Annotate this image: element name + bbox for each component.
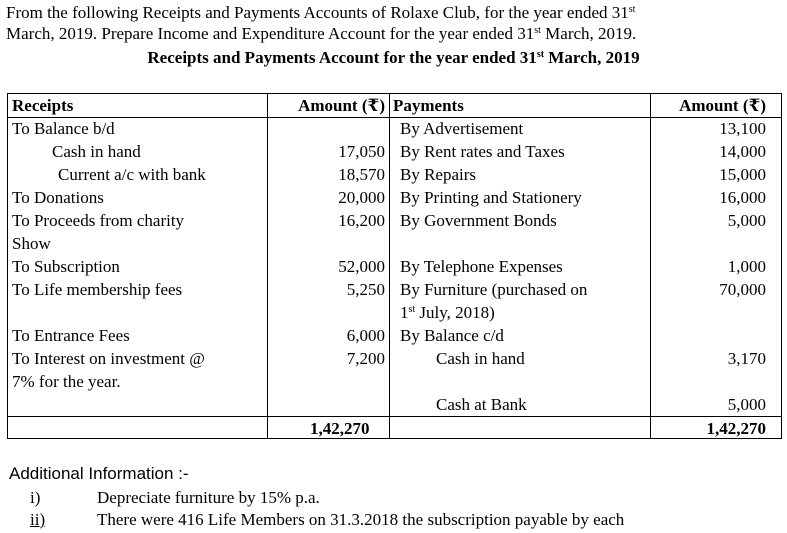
payment-printing: By Printing and Stationery [400,188,582,207]
amt-repairs: 15,000 [719,165,766,184]
note-text: There were 416 Life Members on 31.3.2018 the subscription payable by each [97,510,625,529]
amt-bank: 18,570 [338,165,385,184]
header-amount-left: Amount (₹) [298,96,385,115]
payment-telephone: By Telephone Expenses [400,257,563,276]
payment-furniture-line1: By Furniture (purchased on [400,280,588,299]
amt-advertisement: 13,100 [719,119,766,138]
receipt-interest-line2: 7% for the year. [12,372,121,391]
receipt-bank: Current a/c with bank [58,165,206,184]
receipt-charity-line2: Show [12,234,51,253]
amt-bonds: 5,000 [727,211,766,230]
amt-pay-cash-in-hand: 3,170 [727,349,766,368]
amt-furniture: 70,000 [719,280,766,299]
amt-donations: 20,000 [338,188,385,207]
payment-cash-at-bank: Cash at Bank [436,395,527,414]
note-number: i) [30,488,41,507]
amt-printing: 16,000 [719,188,766,207]
receipts-payments-table [7,93,782,439]
amt-telephone: 1,000 [727,257,766,276]
note-number: ii) [30,510,46,529]
amt-cash-in-hand: 17,050 [338,142,385,161]
payment-cash-in-hand: Cash in hand [436,349,525,368]
payment-rent: By Rent rates and Taxes [400,142,565,161]
receipt-charity-line1: To Proceeds from charity [12,211,185,230]
receipt-entrance: To Entrance Fees [12,326,130,345]
amt-life-fees: 5,250 [346,280,385,299]
receipt-cash-in-hand: Cash in hand [52,142,141,161]
payment-advertisement: By Advertisement [400,119,524,138]
header-receipts: Receipts [12,96,74,115]
receipt-subscription: To Subscription [12,257,120,276]
payment-balance-cd: By Balance c/d [400,326,504,345]
amt-entrance: 6,000 [346,326,385,345]
receipt-interest-line1: To Interest on investment @ [12,349,205,368]
amt-subscription: 52,000 [338,257,385,276]
question-intro: From the following Receipts and Payments Accounts of Rolaxe Club, for the year ended 31st March, 2019. Prepare Income and Expenditure Account for the year ended 31st March, 2019. [6,3,637,43]
additional-info-heading: Additional Information :- [9,464,189,483]
amt-rent: 14,000 [719,142,766,161]
total-receipts: 1,42,270 [310,419,370,438]
total-payments: 1,42,270 [706,419,766,438]
amt-interest: 7,200 [346,349,385,368]
header-amount-right: Amount (₹) [679,96,766,115]
amt-charity: 16,200 [338,211,385,230]
receipt-donations: To Donations [12,188,104,207]
payment-bonds: By Government Bonds [400,211,557,230]
header-payments: Payments [393,96,464,115]
receipt-life-fees: To Life membership fees [12,280,183,299]
receipt-balance-bd: To Balance b/d [12,119,115,138]
note-text: Depreciate furniture by 15% p.a. [97,488,320,507]
payment-repairs: By Repairs [400,165,477,184]
payment-furniture-line2: 1st July, 2018) [400,303,495,322]
account-title: Receipts and Payments Account for the year ended 31st March, 2019 [147,48,640,67]
amt-pay-cash-at-bank: 5,000 [727,395,766,414]
